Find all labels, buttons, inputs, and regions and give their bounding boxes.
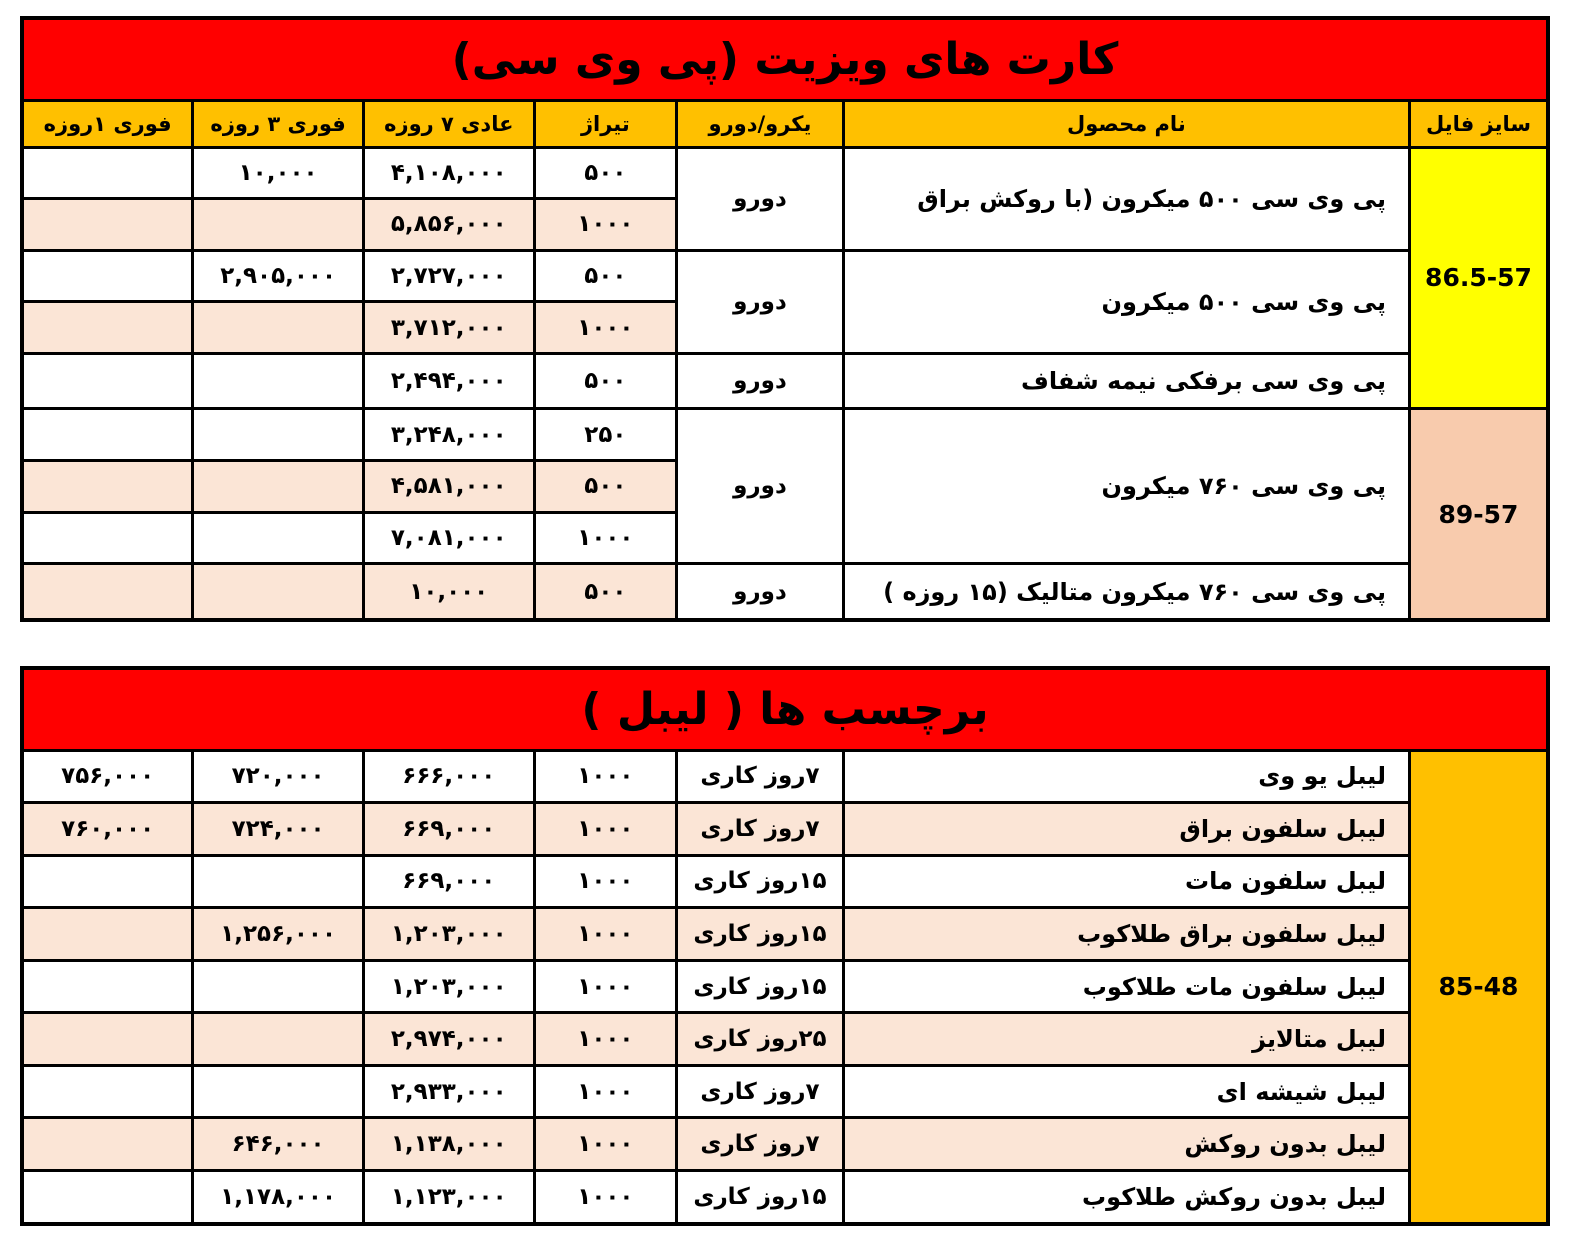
sides-cell: دورو [677, 409, 844, 564]
business-card-price-table-wrapper [20, 16, 1550, 622]
fast3-price: ۱۰,۰۰۰ [193, 147, 364, 199]
qty-cell: ۱۰۰۰ [534, 960, 677, 1013]
table-row [22, 855, 1548, 908]
table-row [22, 1171, 1548, 1225]
days-cell: ۱۵روز کاری [677, 960, 844, 1013]
qty-cell: ۱۰۰۰ [534, 512, 677, 564]
days-cell: ۷روز کاری [677, 1118, 844, 1171]
table-title: کارت های ویزیت (پی وی سی) [22, 18, 1548, 100]
qty-cell: ۱۰۰۰ [534, 855, 677, 908]
product-name: لیبل شیشه ای [843, 1065, 1409, 1118]
size-cell: 86.5-57 [1409, 147, 1548, 409]
fast3-price: ۱,۲۵۶,۰۰۰ [193, 908, 364, 961]
fast3-price [193, 354, 364, 409]
product-name: لیبل سلفون براق طلاکوب [843, 908, 1409, 961]
normal-price: ۴,۱۰۸,۰۰۰ [363, 147, 534, 199]
table-row [22, 250, 1548, 302]
qty-cell: ۱۰۰۰ [534, 1065, 677, 1118]
fast1-price: ۷۵۶,۰۰۰ [22, 750, 193, 803]
qty-cell: ۱۰۰۰ [534, 199, 677, 251]
fast3-price [193, 199, 364, 251]
business-card-price-table [20, 16, 1550, 622]
table-row [22, 750, 1548, 803]
fast1-price [22, 908, 193, 961]
normal-price: ۲,۴۹۴,۰۰۰ [363, 354, 534, 409]
header-normal: عادی ۷ روزه [363, 100, 534, 147]
header-sides: یکرو/دورو [677, 100, 844, 147]
table-row [22, 960, 1548, 1013]
header-qty: تیراژ [534, 100, 677, 147]
fast3-price [193, 1065, 364, 1118]
fast3-price [193, 564, 364, 620]
table-row [22, 564, 1548, 620]
table-title: برچسب ها ( لیبل ) [22, 668, 1548, 750]
normal-price: ۳,۲۴۸,۰۰۰ [363, 409, 534, 461]
fast3-price [193, 855, 364, 908]
product-name: لیبل سلفون مات [843, 855, 1409, 908]
days-cell: ۱۵روز کاری [677, 908, 844, 961]
qty-cell: ۱۰۰۰ [534, 1171, 677, 1225]
product-name: لیبل بدون روکش [843, 1118, 1409, 1171]
days-cell: ۷روز کاری [677, 750, 844, 803]
qty-cell: ۵۰۰ [534, 147, 677, 199]
fast3-price: ۷۲۰,۰۰۰ [193, 750, 364, 803]
qty-cell: ۱۰۰۰ [534, 1013, 677, 1066]
fast1-price [22, 1118, 193, 1171]
fast3-price: ۶۴۶,۰۰۰ [193, 1118, 364, 1171]
table-row [22, 1013, 1548, 1066]
header-fast1: فوری ۱روزه [22, 100, 193, 147]
product-name: پی وی سی ۷۶۰ میکرون [843, 409, 1409, 564]
sides-cell: دورو [677, 564, 844, 620]
qty-cell: ۱۰۰۰ [534, 803, 677, 856]
normal-price: ۱,۱۲۳,۰۰۰ [363, 1171, 534, 1225]
fast3-price: ۷۲۴,۰۰۰ [193, 803, 364, 856]
fast3-price [193, 302, 364, 354]
table-row [22, 1118, 1548, 1171]
normal-price: ۴,۵۸۱,۰۰۰ [363, 461, 534, 513]
fast1-price [22, 199, 193, 251]
qty-cell: ۵۰۰ [534, 250, 677, 302]
normal-price: ۷,۰۸۱,۰۰۰ [363, 512, 534, 564]
label-price-table [20, 666, 1550, 1226]
product-name: پی وی سی ۵۰۰ میکرون [843, 250, 1409, 353]
normal-price: ۱,۲۰۳,۰۰۰ [363, 908, 534, 961]
table-row [22, 147, 1548, 199]
fast1-price [22, 147, 193, 199]
qty-cell: ۱۰۰۰ [534, 1118, 677, 1171]
product-name: لیبل متالایز [843, 1013, 1409, 1066]
fast1-price [22, 1013, 193, 1066]
qty-cell: ۱۰۰۰ [534, 302, 677, 354]
days-cell: ۱۵روز کاری [677, 855, 844, 908]
normal-price: ۱,۱۳۸,۰۰۰ [363, 1118, 534, 1171]
header-name: نام محصول [843, 100, 1409, 147]
table-row [22, 1065, 1548, 1118]
fast3-price [193, 512, 364, 564]
days-cell: ۷روز کاری [677, 803, 844, 856]
table-row [22, 803, 1548, 856]
size-cell: 85-48 [1409, 750, 1548, 1224]
fast3-price [193, 1013, 364, 1066]
fast3-price [193, 409, 364, 461]
product-name: لیبل یو وی [843, 750, 1409, 803]
product-name: لیبل سلفون مات طلاکوب [843, 960, 1409, 1013]
table-row [22, 409, 1548, 461]
fast1-price [22, 302, 193, 354]
fast1-price [22, 409, 193, 461]
normal-price: ۲,۹۳۳,۰۰۰ [363, 1065, 534, 1118]
normal-price: ۲,۹۷۴,۰۰۰ [363, 1013, 534, 1066]
days-cell: ۷روز کاری [677, 1065, 844, 1118]
days-cell: ۲۵روز کاری [677, 1013, 844, 1066]
product-name: پی وی سی برفکی نیمه شفاف [843, 354, 1409, 409]
fast1-price [22, 250, 193, 302]
fast3-price [193, 461, 364, 513]
table-row [22, 354, 1548, 409]
header-size: سایز فایل [1409, 100, 1548, 147]
qty-cell: ۲۵۰ [534, 409, 677, 461]
fast1-price [22, 960, 193, 1013]
fast1-price [22, 564, 193, 620]
fast1-price [22, 1065, 193, 1118]
table-row [22, 908, 1548, 961]
label-price-table-wrapper [20, 666, 1550, 1226]
qty-cell: ۵۰۰ [534, 354, 677, 409]
product-name: پی وی سی ۷۶۰ میکرون متالیک (۱۵ روزه ) [843, 564, 1409, 620]
fast1-price [22, 512, 193, 564]
qty-cell: ۵۰۰ [534, 461, 677, 513]
normal-price: ۱۰,۰۰۰ [363, 564, 534, 620]
qty-cell: ۱۰۰۰ [534, 908, 677, 961]
fast1-price [22, 1171, 193, 1225]
sides-cell: دورو [677, 147, 844, 250]
header-fast3: فوری ۳ روزه [193, 100, 364, 147]
fast1-price [22, 461, 193, 513]
size-cell: 89-57 [1409, 409, 1548, 620]
normal-price: ۶۶۶,۰۰۰ [363, 750, 534, 803]
sides-cell: دورو [677, 250, 844, 353]
fast1-price [22, 354, 193, 409]
days-cell: ۱۵روز کاری [677, 1171, 844, 1225]
product-name: لیبل سلفون براق [843, 803, 1409, 856]
sides-cell: دورو [677, 354, 844, 409]
normal-price: ۶۶۹,۰۰۰ [363, 855, 534, 908]
normal-price: ۳,۷۱۲,۰۰۰ [363, 302, 534, 354]
normal-price: ۶۶۹,۰۰۰ [363, 803, 534, 856]
product-name: لیبل بدون روکش طلاکوب [843, 1171, 1409, 1225]
fast1-price: ۷۶۰,۰۰۰ [22, 803, 193, 856]
product-name: پی وی سی ۵۰۰ میکرون (با روکش براق [843, 147, 1409, 250]
fast3-price: ۲,۹۰۵,۰۰۰ [193, 250, 364, 302]
fast3-price: ۱,۱۷۸,۰۰۰ [193, 1171, 364, 1225]
fast1-price [22, 855, 193, 908]
qty-cell: ۱۰۰۰ [534, 750, 677, 803]
normal-price: ۵,۸۵۶,۰۰۰ [363, 199, 534, 251]
normal-price: ۲,۷۲۷,۰۰۰ [363, 250, 534, 302]
normal-price: ۱,۲۰۳,۰۰۰ [363, 960, 534, 1013]
fast3-price [193, 960, 364, 1013]
qty-cell: ۵۰۰ [534, 564, 677, 620]
